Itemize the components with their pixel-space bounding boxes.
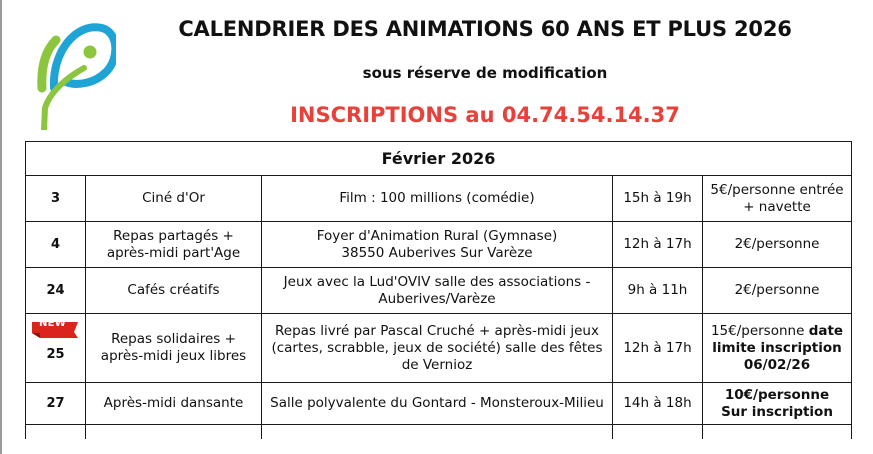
event-price: 2€/personne — [703, 222, 852, 268]
event-price-amount: 15€/personne — [710, 322, 805, 339]
table-row — [26, 268, 852, 314]
page-left-border — [0, 0, 2, 454]
event-price-amount: 10€/personne — [724, 386, 830, 403]
event-price — [703, 383, 852, 425]
page-subtitle: sous réserve de modification — [362, 64, 608, 82]
event-price-note: Sur inscription — [721, 403, 833, 420]
table-row — [26, 176, 852, 222]
table-row — [26, 383, 852, 425]
event-description: Film : 100 millions (comédie) — [262, 176, 613, 222]
table-row — [26, 314, 852, 383]
event-description: Salle polyvalente du Gontard - Monsteroux-Milieu — [262, 383, 613, 425]
new-badge-label: NEW — [39, 318, 67, 329]
event-day: 4 — [26, 222, 86, 268]
event-time: 9h à 11h — [613, 268, 703, 314]
event-day: 27 — [26, 383, 86, 425]
event-time: 12h à 17h — [613, 222, 703, 268]
event-description: Jeux avec la Lud'OVIV salle des associations - Auberives/Varèze — [262, 268, 613, 314]
event-day-cell — [26, 314, 86, 383]
event-name: Repas partagés + après-midi part'Age — [86, 222, 262, 268]
event-name: Repas solidaires + après-midi jeux libres — [86, 314, 262, 383]
event-description: Repas livré par Pascal Cruché + après-midi jeux (cartes, scrabble, jeux de société) salle des fêtes de Vernioz — [262, 314, 613, 383]
event-price-deadline: date limite inscription 06/02/26 — [712, 322, 844, 373]
event-day: 25 — [46, 346, 65, 362]
table-row — [26, 222, 852, 268]
table-row-partial — [26, 425, 852, 440]
event-name: Ciné d'Or — [86, 176, 262, 222]
event-time: 15h à 19h — [613, 176, 703, 222]
event-name: Après-midi dansante — [86, 383, 262, 425]
event-price — [703, 314, 852, 383]
event-price: 5€/personne entrée + navette — [703, 176, 852, 222]
event-time: 14h à 18h — [613, 383, 703, 425]
event-description-line: Foyer d'Animation Rural (Gymnase) — [316, 227, 558, 244]
logo-icon — [36, 12, 116, 130]
month-header: Février 2026 — [26, 142, 852, 176]
event-day: 3 — [26, 176, 86, 222]
page-title: CALENDRIER DES ANIMATIONS 60 ANS ET PLUS 2026 — [178, 17, 792, 41]
event-day: 24 — [26, 268, 86, 314]
events-table — [25, 141, 852, 439]
event-price: 2€/personne — [703, 268, 852, 314]
event-time: 12h à 17h — [613, 314, 703, 383]
event-name: Cafés créatifs — [86, 268, 262, 314]
event-description — [262, 222, 613, 268]
inscriptions-phone: INSCRIPTIONS au 04.74.54.14.37 — [290, 103, 680, 127]
event-description-line: 38550 Auberives Sur Varèze — [341, 244, 533, 261]
